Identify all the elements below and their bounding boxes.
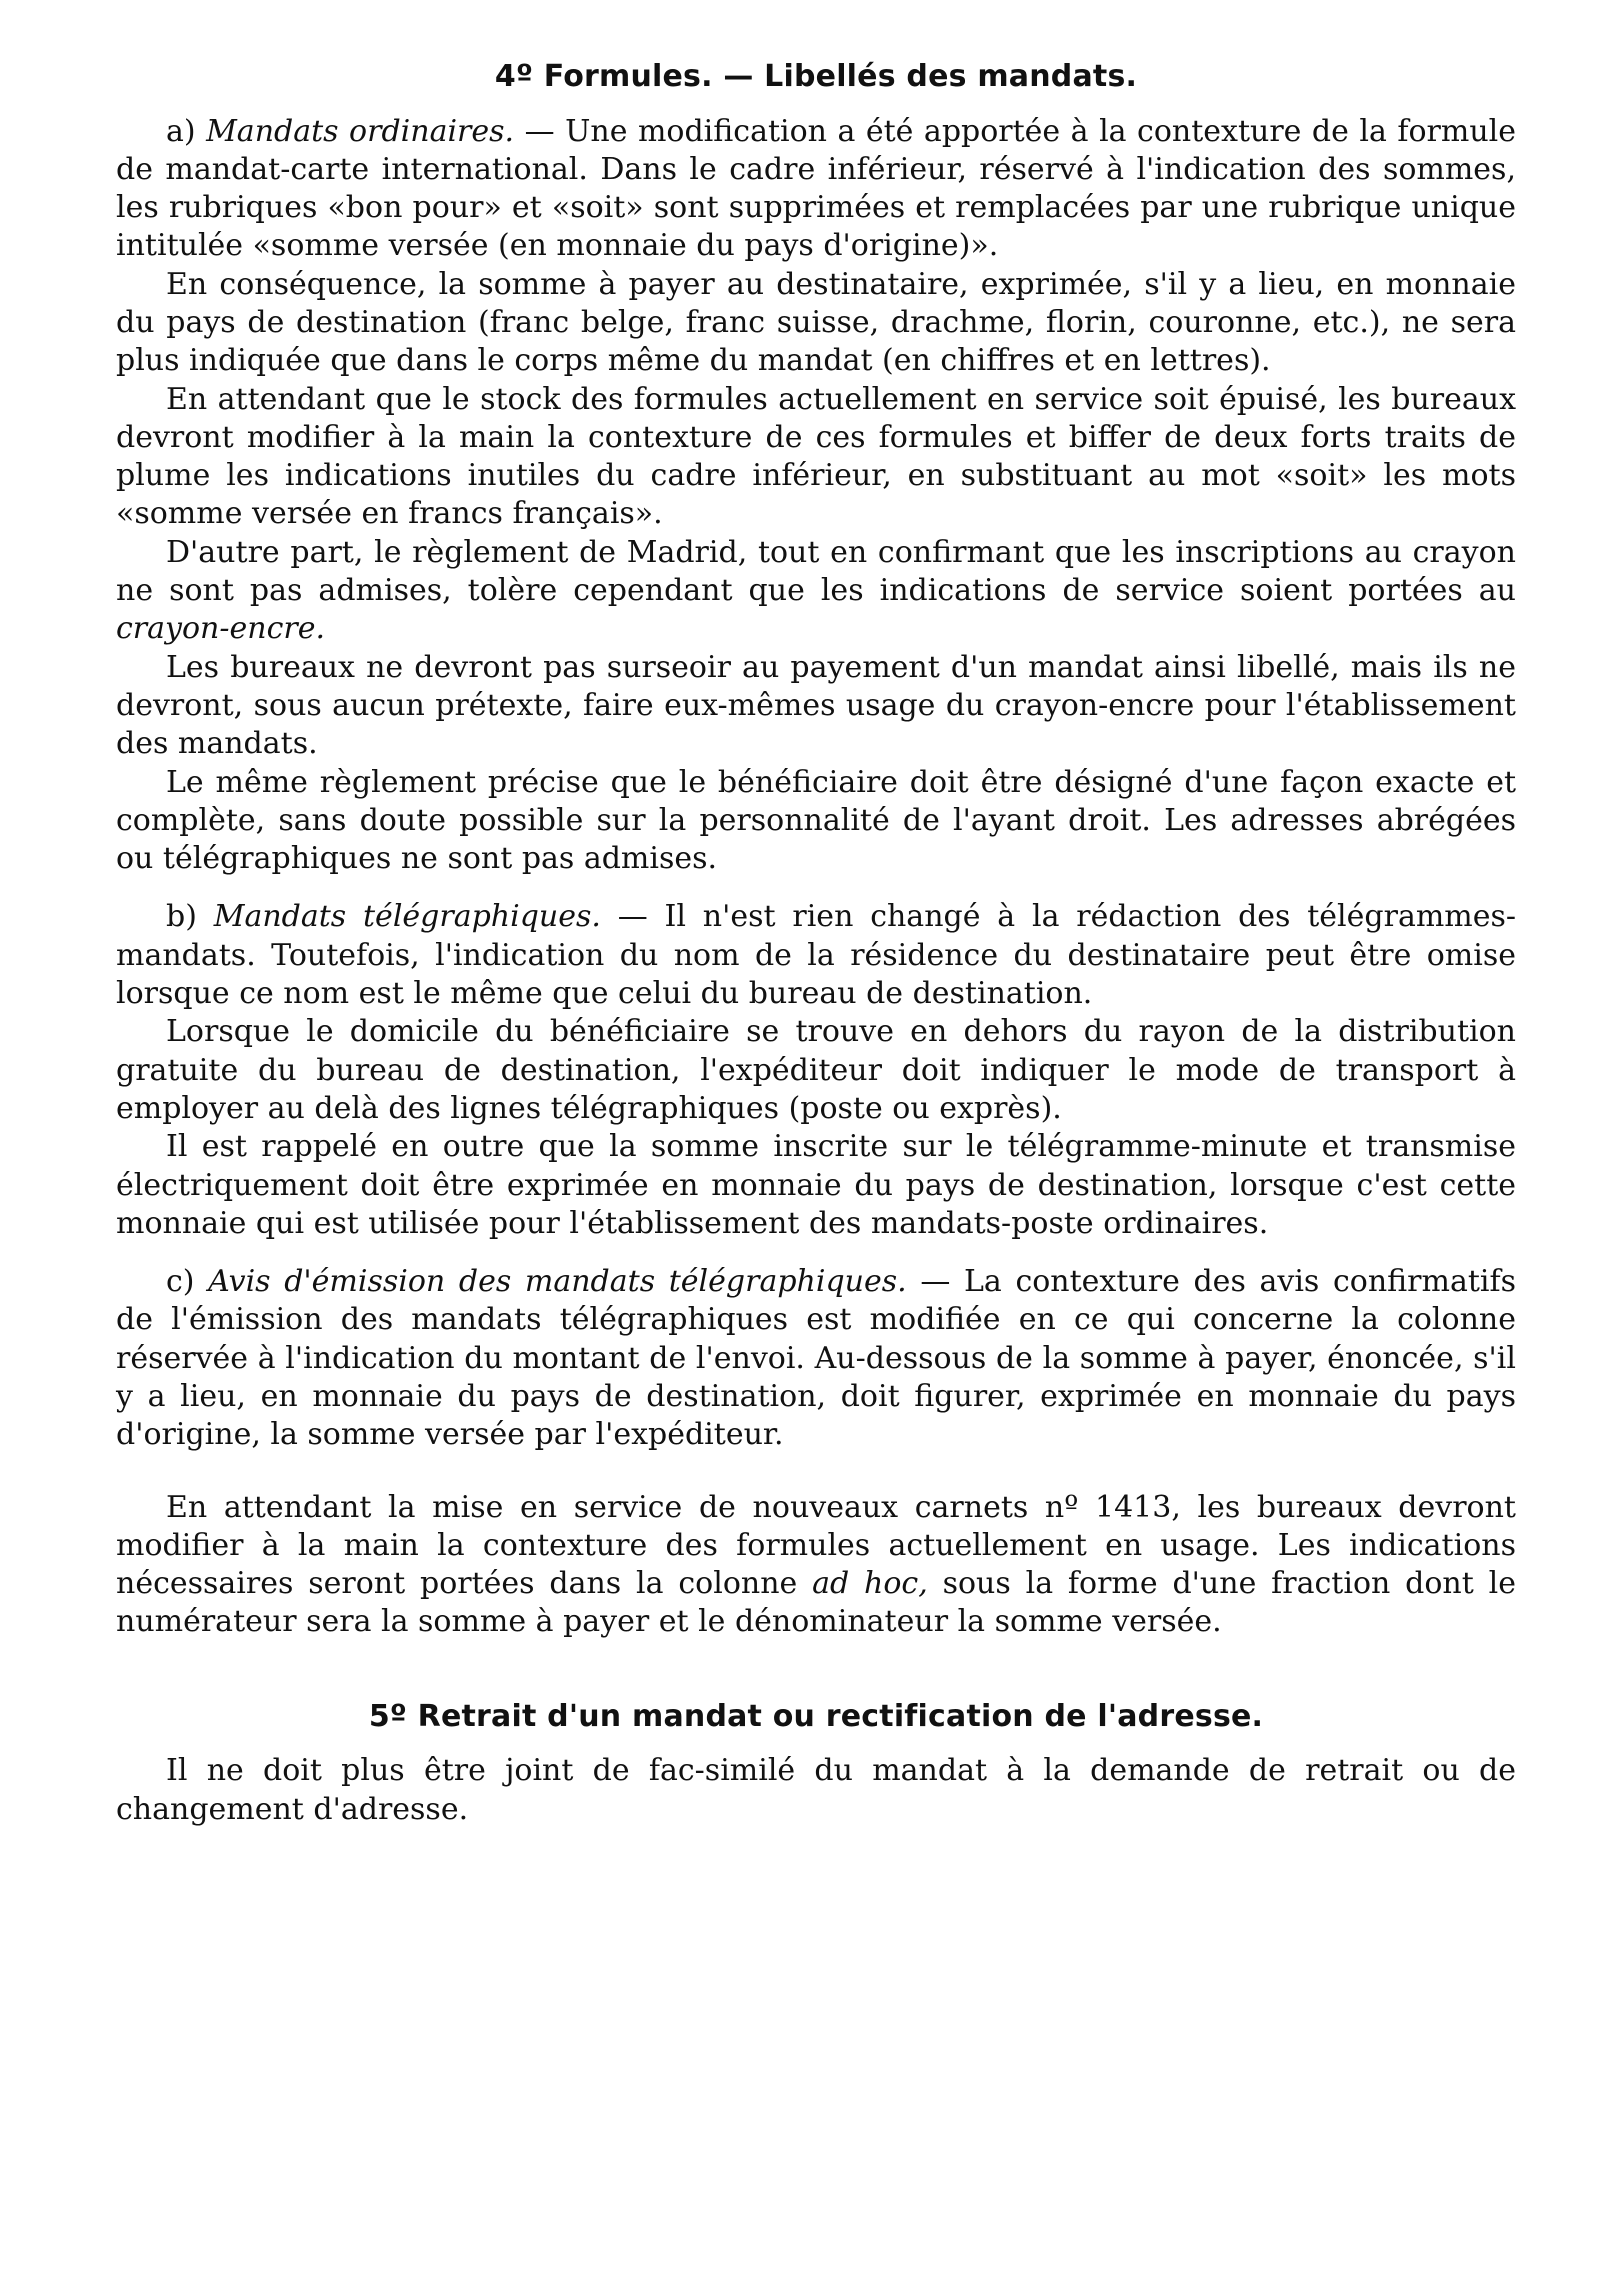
paragraph-c2	[116, 1489, 1516, 1642]
label-a: a)	[166, 113, 196, 149]
document-page	[116, 60, 1516, 1829]
paragraph-a6: Le même règlement précise que le bénéficiaire doit être désigné d'une façon exacte et complète, sans doute possible sur la personnalité de l'ayant droit. Les adresses abrégées ou télégraphiques ne sont pas admises.	[116, 764, 1516, 877]
heading-mandats-telegraphiques: Mandats télégraphiques.	[213, 899, 601, 935]
label-c: c)	[166, 1264, 195, 1300]
paragraph-a1	[116, 113, 1516, 266]
text-c2-italic: ad hoc,	[812, 1566, 928, 1602]
label-b: b)	[166, 899, 197, 935]
paragraph-a5: Les bureaux ne devront pas surseoir au payement d'un mandat ainsi libellé, mais ils ne devront, sous aucun prétexte, faire eux-mêmes usage du crayon-encre pour l'établissement des mandats.	[116, 649, 1516, 762]
text-a1: — Une modification a été apportée à la contexture de la formule de mandat-carte international. Dans le cadre inférieur, réservé à l'indication des sommes, les rubriques «bon pour» et «soit» sont supprimées et remplacées par une rubrique unique intitulée «somme versée (en monnaie du pays d'origine)».	[116, 113, 1516, 264]
paragraph-5-1: Il ne doit plus être joint de fac-similé du mandat à la demande de retrait ou de changement d'adresse.	[116, 1753, 1516, 1827]
text-c2: En attendant la mise en service de nouveaux carnets nº 1413, les bureaux devront modifier à la main la contexture des formules actuellement en usage. Les indications nécessaires seront portées dans la colonne	[116, 1489, 1516, 1602]
paragraph-a4	[116, 534, 1516, 649]
paragraph-b1	[116, 898, 1516, 1013]
paragraph-b2: Lorsque le domicile du bénéficiaire se trouve en dehors du rayon de la distribution gratuite du bureau de destination, l'expéditeur doit indiquer le mode de transport à employer au delà des lignes télégraphiques (poste ou exprès).	[116, 1014, 1516, 1126]
section-5-title: 5º Retrait d'un mandat ou rectification de l'adresse.	[368, 1698, 1264, 1734]
paragraph-a2: En conséquence, la somme à payer au destinataire, exprimée, s'il y a lieu, en monnaie du pays de destination (franc belge, franc suisse, drachme, florin, couronne, etc.), ne sera plus indiquée que dans le corps même du mandat (en chiffres et en lettres).	[116, 266, 1516, 379]
text-b1: — Il n'est rien changé à la rédaction des télégrammes-mandats. Toutefois, l'indication du nom de la résidence du destinataire peut être omise lorsque ce nom est le même que celui du bureau de destination.	[116, 899, 1517, 1012]
text-a4: D'autre part, le règlement de Madrid, tout en confirmant que les inscriptions au crayon ne sont pas admises, tolère cependant que les indications de service soient portées au	[116, 534, 1516, 609]
text-c1: — La contexture des avis confirmatifs de l'émission des mandats télégraphiques est modifiée en ce qui concerne la colonne réservée à l'indication du montant de l'envoi. Au-dessous de la somme à payer, énoncée, s'il y a lieu, en monnaie du pays de destination, doit figurer, exprimée en monnaie du pays d'origine, la somme versée par l'expéditeur.	[116, 1264, 1516, 1453]
text-a4-italic: crayon-encre.	[116, 611, 326, 647]
paragraph-c1	[116, 1263, 1516, 1454]
heading-avis-emission: Avis d'émission des mandats télégraphiques.	[208, 1264, 907, 1300]
paragraph-b3: Il est rappelé en outre que la somme inscrite sur le télégramme-minute et transmise électriquement doit être exprimée en monnaie du pays de destination, lorsque c'est cette monnaie qui est utilisée pour l'établissement des mandats-poste ordinaires.	[116, 1129, 1516, 1241]
heading-mandats-ordinaires: Mandats ordinaires.	[206, 113, 515, 149]
paragraph-a3: En attendant que le stock des formules actuellement en service soit épuisé, les bureaux devront modifier à la main la contexture de ces formules et biffer de deux forts traits de plume les indications inutiles du cadre inférieur, en substituant au mot «soit» les mots «somme versée en francs français».	[116, 381, 1516, 532]
text-c2-after: sous la forme d'une fraction dont le numérateur sera la somme à payer et le dénominateur la somme versée.	[116, 1566, 1516, 1640]
section-4-title: 4º Formules. — Libellés des mandats.	[494, 59, 1138, 94]
